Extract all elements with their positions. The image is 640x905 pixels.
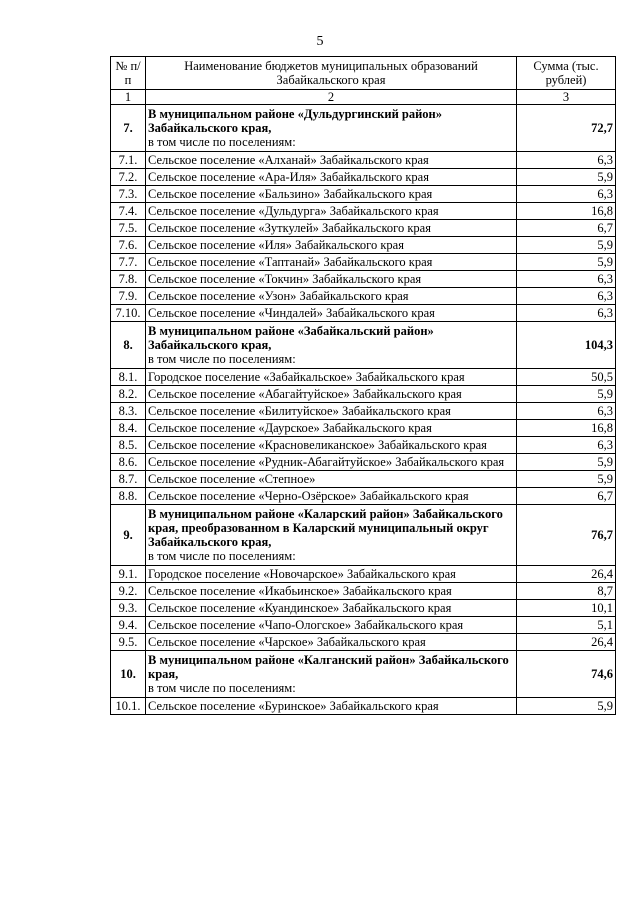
page-number: 5 [316,34,324,49]
table-row [111,566,616,583]
group-subtitle: в том числе по поселениям: [148,352,296,366]
table-row [111,471,616,488]
row-sum: 6,3 [517,288,616,305]
row-number: 7.4. [111,203,146,220]
row-number: 8.7. [111,471,146,488]
row-name: Городское поселение «Новочарское» Забайкальского края [146,566,517,583]
table-row [111,152,616,169]
table-row [111,698,616,715]
row-number: 8.6. [111,454,146,471]
row-number: 8.4. [111,420,146,437]
row-name: Сельское поселение «Ара-Иля» Забайкальского края [146,169,517,186]
group-row [111,651,616,698]
row-number: 9.2. [111,583,146,600]
row-name: Сельское поселение «Алханай» Забайкальского края [146,152,517,169]
table-row [111,454,616,471]
table-row [111,600,616,617]
row-number: 9. [111,505,146,566]
row-sum: 6,7 [517,488,616,505]
row-number: 7.2. [111,169,146,186]
row-name: Сельское поселение «Рудник-Абагайтуйское» Забайкальского края [146,454,517,471]
row-name: Сельское поселение «Чарское» Забайкальского края [146,634,517,651]
group-title: В муниципальном районе «Калганский район» Забайкальского края, [148,653,509,681]
table-row [111,617,616,634]
row-sum: 5,9 [517,169,616,186]
row-number: 7. [111,105,146,152]
row-number: 7.6. [111,237,146,254]
group-subtitle: в том числе по поселениям: [148,135,296,149]
table-row [111,634,616,651]
row-sum: 26,4 [517,634,616,651]
row-sum: 8,7 [517,583,616,600]
row-sum: 6,7 [517,220,616,237]
row-number: 8.3. [111,403,146,420]
table-row [111,583,616,600]
column-number-3: 3 [517,90,616,105]
table-row [111,488,616,505]
row-number: 7.10. [111,305,146,322]
row-number: 7.8. [111,271,146,288]
table-row [111,169,616,186]
row-sum: 5,9 [517,254,616,271]
group-row [111,505,616,566]
table-row [111,305,616,322]
row-name: Сельское поселение «Абагайтуйское» Забайкальского края [146,386,517,403]
row-sum: 26,4 [517,566,616,583]
row-number: 9.4. [111,617,146,634]
row-name: Сельское поселение «Иля» Забайкальского края [146,237,517,254]
budget-table [110,56,616,715]
row-number: 9.1. [111,566,146,583]
row-name: Сельское поселение «Степное» [146,471,517,488]
row-sum: 5,9 [517,237,616,254]
column-number-row [111,90,616,105]
row-number: 10.1. [111,698,146,715]
row-number: 7.1. [111,152,146,169]
column-number-1: 1 [111,90,146,105]
row-sum: 6,3 [517,437,616,454]
group-row [111,322,616,369]
row-number: 7.3. [111,186,146,203]
table-row [111,386,616,403]
header-row [111,57,616,90]
table-row [111,186,616,203]
row-sum: 6,3 [517,305,616,322]
row-name [146,105,517,152]
table-row [111,403,616,420]
row-name: Сельское поселение «Даурское» Забайкальского края [146,420,517,437]
row-name: Сельское поселение «Красновеликанское» Забайкальского края [146,437,517,454]
row-sum: 5,9 [517,471,616,488]
table-body [111,105,616,715]
row-sum: 76,7 [517,505,616,566]
group-title: В муниципальном районе «Забайкальский район» Забайкальского края, [148,324,434,352]
row-sum: 50,5 [517,369,616,386]
group-row [111,105,616,152]
table-row [111,220,616,237]
table-row [111,203,616,220]
header-num: № п/п [111,57,146,90]
column-number-2: 2 [146,90,517,105]
group-title: В муниципальном районе «Дульдургинский район» Забайкальского края, [148,107,443,135]
row-number: 8.8. [111,488,146,505]
table-row [111,254,616,271]
row-name: Сельское поселение «Чиндалей» Забайкальского края [146,305,517,322]
row-sum: 6,3 [517,403,616,420]
group-subtitle: в том числе по поселениям: [148,681,296,695]
table-row [111,437,616,454]
row-sum: 10,1 [517,600,616,617]
row-name [146,322,517,369]
group-subtitle: в том числе по поселениям: [148,549,296,563]
row-number: 10. [111,651,146,698]
row-sum: 74,6 [517,651,616,698]
row-name: Городское поселение «Забайкальское» Забайкальского края [146,369,517,386]
row-sum: 16,8 [517,203,616,220]
row-sum: 6,3 [517,186,616,203]
row-sum: 6,3 [517,271,616,288]
table-row [111,369,616,386]
row-name: Сельское поселение «Черно-Озёрское» Забайкальского края [146,488,517,505]
row-name: Сельское поселение «Таптанай» Забайкальского края [146,254,517,271]
row-name: Сельское поселение «Дульдурга» Забайкальского края [146,203,517,220]
row-sum: 5,9 [517,386,616,403]
row-name: Сельское поселение «Билитуйское» Забайкальского края [146,403,517,420]
row-name [146,505,517,566]
row-sum: 5,1 [517,617,616,634]
row-number: 8.2. [111,386,146,403]
row-name: Сельское поселение «Куандинское» Забайкальского края [146,600,517,617]
row-name: Сельское поселение «Зуткулей» Забайкальского края [146,220,517,237]
row-name [146,651,517,698]
row-number: 7.9. [111,288,146,305]
header-sum: Сумма (тыс. рублей) [517,57,616,90]
row-sum: 5,9 [517,698,616,715]
row-name: Сельское поселение «Буринское» Забайкальского края [146,698,517,715]
header-name: Наименование бюджетов муниципальных образований Забайкальского края [146,57,517,90]
row-sum: 6,3 [517,152,616,169]
row-number: 8. [111,322,146,369]
row-number: 9.5. [111,634,146,651]
row-sum: 72,7 [517,105,616,152]
row-sum: 5,9 [517,454,616,471]
row-name: Сельское поселение «Бальзино» Забайкальского края [146,186,517,203]
row-number: 7.7. [111,254,146,271]
table-row [111,237,616,254]
table-row [111,271,616,288]
row-number: 8.1. [111,369,146,386]
row-name: Сельское поселение «Чапо-Ологское» Забайкальского края [146,617,517,634]
row-sum: 16,8 [517,420,616,437]
table-row [111,420,616,437]
row-name: Сельское поселение «Узон» Забайкальского края [146,288,517,305]
group-title: В муниципальном районе «Каларский район» Забайкальского края, преобразованном в Каларский муниципальный округ Забайкальского края, [148,507,503,549]
table-row [111,288,616,305]
row-name: Сельское поселение «Токчин» Забайкальского края [146,271,517,288]
row-number: 9.3. [111,600,146,617]
row-sum: 104,3 [517,322,616,369]
row-number: 8.5. [111,437,146,454]
row-number: 7.5. [111,220,146,237]
row-name: Сельское поселение «Икабьинское» Забайкальского края [146,583,517,600]
